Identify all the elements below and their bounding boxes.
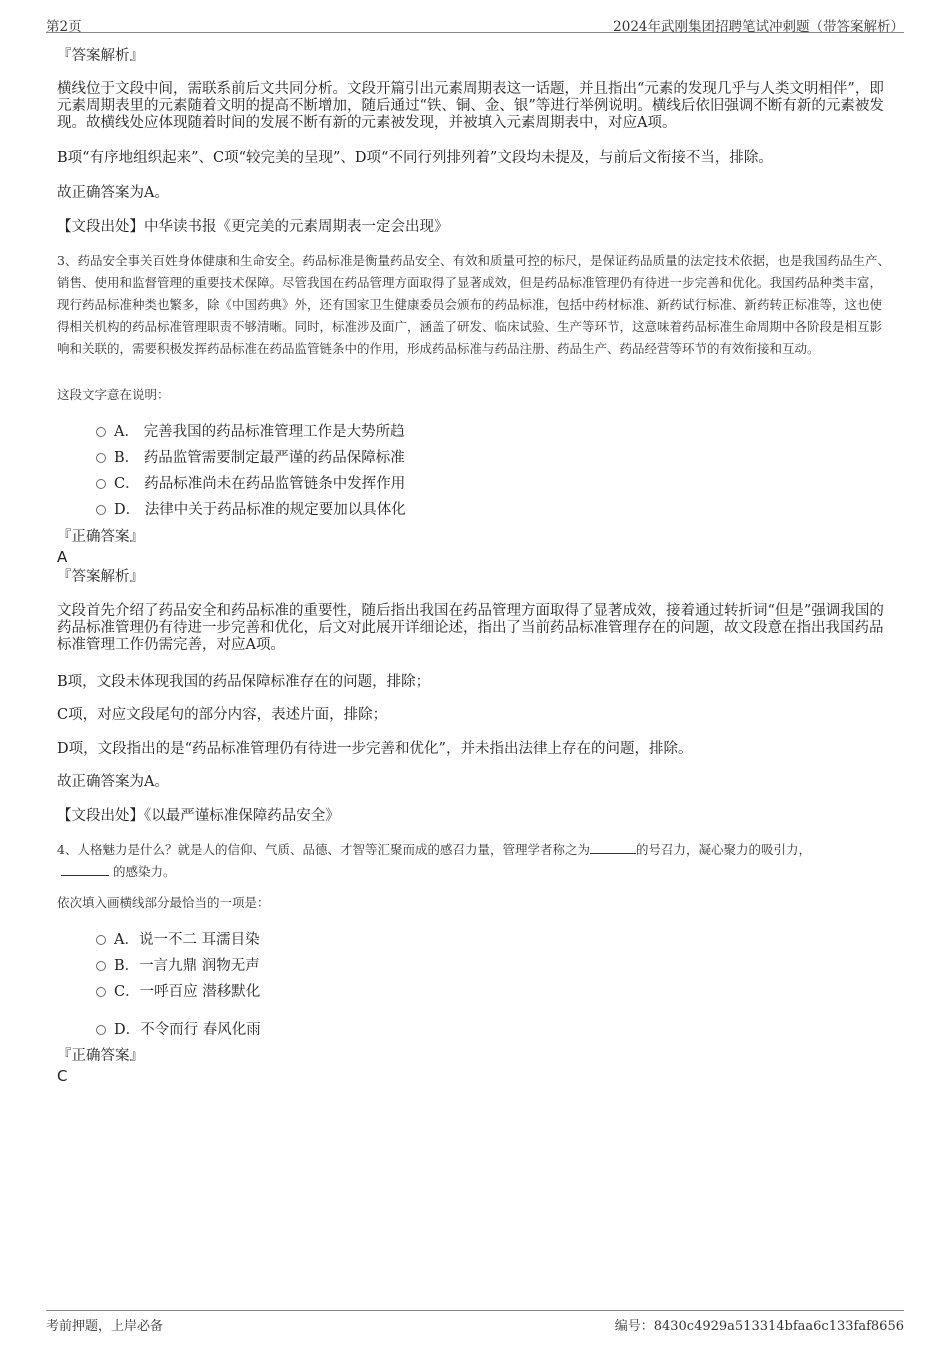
q3-option-a[interactable]: A． 完善我国的药品标准管理工作是大势所趋 [96,423,405,441]
radio-icon[interactable] [96,453,106,463]
q3-answer: A [57,548,68,566]
radio-icon[interactable] [96,505,106,515]
radio-icon[interactable] [96,1025,106,1035]
q4-question-text: 4、人格魅力是什么？就是人的信仰、气质、品德、才智等汇聚而成的感召力量，管理学者称之为 的号召力，凝心聚力的吸引力，的感染力。 [57,842,811,879]
q4-option-c[interactable]: C．一呼百应 潜移默化 [96,983,260,1001]
q3-option-d[interactable]: D． 法律中关于药品标准的规定要加以具体化 [96,501,406,519]
q2-source: 【文段出处】中华读书报《更完美的元素周期表一定会出现》 [57,219,449,235]
q3-analysis-paragraph: C项，对应文段尾句的部分内容，表述片面，排除； [57,707,388,723]
q3-analysis-paragraph: 文段首先介绍了药品安全和药品标准的重要性，随后指出我国在药品管理方面取得了显著成效，接着通过转折词“但是”强调我国的药品标准管理仍有待进一步完善和优化，后文对此展开详细论述，指出了当前药品标准管理存在的问题，故文段意在指出我国药品标准管理工作仍需完善，对应A项。 [57,603,884,653]
q4-answer: C [57,1067,68,1085]
q3-source: 【文段出处】《以最严谨标准保障药品安全》 [57,808,340,824]
page-footer [46,1310,904,1335]
q2-analysis-paragraph: B项“有序地组织起来”、C项“较完美的呈现”、D项“不同行列排列着”文段均未提及，与前后文衔接不当，排除。 [57,150,773,166]
q3-option-b[interactable]: B． 药品监管需要制定最严谨的药品保障标准 [96,449,405,467]
document-title: 2024年武刚集团招聘笔试冲刺题（带答案解析） [613,19,904,35]
q3-analysis-paragraph: D项，文段指出的是“药品标准管理仍有待进一步完善和优化”，并未指出法律上存在的问题，排除。 [57,741,693,757]
q2-analysis-conclusion: 故正确答案为A。 [57,185,169,201]
radio-icon[interactable] [96,479,106,489]
q3-prompt: 这段文字意在说明： [57,387,170,402]
radio-icon[interactable] [96,987,106,997]
radio-icon[interactable] [96,427,106,437]
fill-blank [590,841,636,854]
q3-analysis-paragraph: B项，文段未体现我国的药品保障标准存在的问题，排除； [57,674,431,690]
q4-option-d[interactable]: D．不令而行 春风化雨 [96,1021,261,1039]
q3-analysis-conclusion: 故正确答案为A。 [57,774,169,790]
q4-option-b[interactable]: B．一言九鼎 润物无声 [96,957,260,975]
footer-slogan: 考前押题，上岸必备 [46,1319,164,1334]
page-number: 第2页 [46,19,82,35]
q3-option-c[interactable]: C． 药品标准尚未在药品监管链条中发挥作用 [96,475,405,493]
document-id: 编号：8430c4929a513314bfaa6c133faf8656 [614,1319,904,1334]
radio-icon[interactable] [96,935,106,945]
q4-answer-label: 『正确答案』 [57,1048,144,1064]
q3-analysis-label: 『答案解析』 [57,569,144,585]
q4-option-a[interactable]: A．说一不二 耳濡目染 [96,931,260,949]
radio-icon[interactable] [96,961,106,971]
q3-question-text: 3、药品安全事关百姓身体健康和生命安全。药品标准是衡量药品安全、有效和质量可控的标尺，是保证药品质量的法定技术依据，也是我国药品生产、销售、使用和监督管理的重要技术保障。尽管我国在药品管理方面取得了显著成效，但是药品标准管理仍有待进一步完善和优化。我国药品种类丰富，现行药品标准种类也繁多，除《中国药典》外，还有国家卫生健康委员会颁布的药品标准，包括中药材标准、新药试行标准、新药转正标准等，这也使得相关机构的药品标准管理职责不够清晰。同时，标准涉及面广，涵盖了研发、临床试验、生产等环节，这意味着药品标准生命周期中各阶段是相互影响和关联的，需要积极发挥药品标准在药品监管链条中的作用，形成药品标准与药品注册、药品生产、药品经营等环节的有效衔接和互动。 [57,253,890,356]
q2-analysis-label: 『答案解析』 [57,48,144,64]
q4-prompt: 依次填入画横线部分最恰当的一项是： [57,895,270,910]
fill-blank [61,863,109,876]
q2-analysis-paragraph: 横线位于文段中间，需联系前后文共同分析。文段开篇引出元素周期表这一话题，并且指出“元素的发现几乎与人类文明相伴”，即元素周期表里的元素随着文明的提高不断增加，随后通过“铁、铜、金、银”等进行举例说明。横线后依旧强调不断有新的元素被发现。故横线处应体现随着时间的发展不断有新的元素被发现，并被填入元素周期表中，对应A项。 [57,81,884,131]
page-header [46,12,904,33]
q3-answer-label: 『正确答案』 [57,529,144,545]
